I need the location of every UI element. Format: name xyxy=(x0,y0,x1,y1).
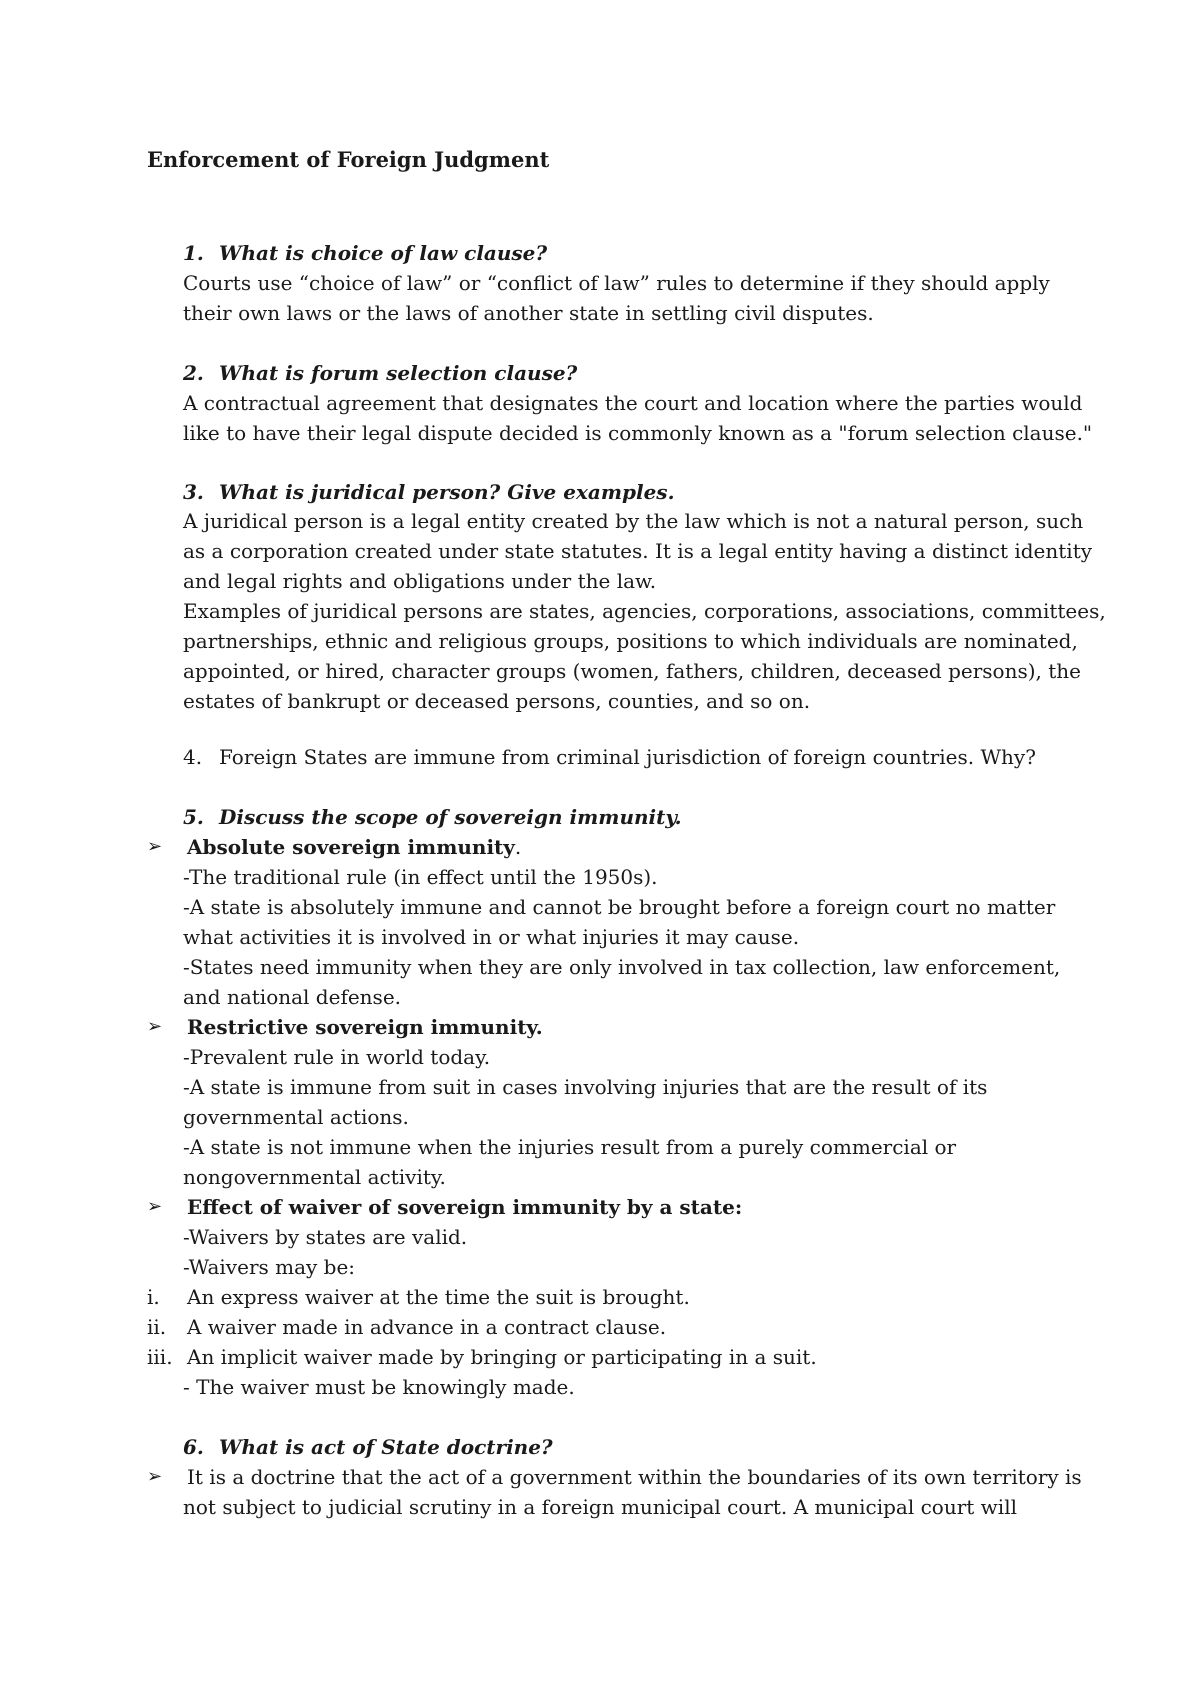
answer-line: estates of bankrupt or deceased persons, counties, and so on. xyxy=(183,689,811,713)
answer-line: appointed, or hired, character groups (women, fathers, children, deceased persons), the xyxy=(183,659,1082,683)
waiver-item xyxy=(147,1342,817,1372)
answer-line: Courts use “choice of law” or “conflict of law” rules to determine if they should apply xyxy=(183,271,1050,295)
body-line: nongovernmental activity. xyxy=(183,1165,446,1189)
body-line: and national defense. xyxy=(183,985,402,1009)
bullet-restrictive-immunity xyxy=(147,1012,543,1042)
answer-line: their own laws or the laws of another state in settling civil disputes. xyxy=(183,301,874,325)
body-line: -Waivers by states are valid. xyxy=(183,1225,468,1249)
body-line: It is a doctrine that the act of a government within the boundaries of its own territory is xyxy=(187,1465,1082,1489)
bullet-absolute-immunity xyxy=(147,832,521,862)
question-text: Discuss the scope of sovereign immunity. xyxy=(219,805,682,829)
answer-line: like to have their legal dispute decided is commonly known as a "forum selection clause." xyxy=(183,421,1093,445)
answer-3 xyxy=(183,506,1106,716)
bullet-period: . xyxy=(514,835,522,859)
question-number: 6. xyxy=(183,1435,204,1459)
waiver-item xyxy=(147,1282,690,1312)
arrow-bullet-icon: ➢ xyxy=(147,836,163,857)
body-line: -A state is absolutely immune and cannot be brought before a foreign court no matter xyxy=(183,895,1056,919)
document-title: Enforcement of Foreign Judgment xyxy=(147,147,550,172)
answer-line: as a corporation created under state statutes. It is a legal entity having a distinct identity xyxy=(183,539,1093,563)
bullet-heading: Absolute sovereign immunity xyxy=(187,835,515,859)
body-line: -Prevalent rule in world today. xyxy=(183,1045,491,1069)
item-text: A waiver made in advance in a contract clause. xyxy=(187,1315,667,1339)
question-3 xyxy=(183,477,675,507)
question-5 xyxy=(183,802,682,832)
answer-line: partnerships, ethnic and religious groups, positions to which individuals are nominated, xyxy=(183,629,1078,653)
question-number: 1. xyxy=(183,241,204,265)
answer-line: Examples of juridical persons are states, agencies, corporations, associations, committees, xyxy=(183,599,1106,623)
answer-2 xyxy=(183,388,1093,448)
question-text: Foreign States are immune from criminal jurisdiction of foreign countries. Why? xyxy=(219,745,1036,769)
restrictive-immunity-text xyxy=(183,1042,1083,1192)
bullet-heading: Effect of waiver of sovereign immunity by a state: xyxy=(187,1195,743,1219)
question-text: What is juridical person? Give examples. xyxy=(219,480,675,504)
body-line: governmental actions. xyxy=(183,1105,409,1129)
body-line: -The traditional rule (in effect until the 1950s). xyxy=(183,865,658,889)
body-line: what activities it is involved in or what injuries it may cause. xyxy=(183,925,800,949)
question-2 xyxy=(183,358,577,388)
answer-line: A juridical person is a legal entity created by the law which is not a natural person, such xyxy=(183,509,1084,533)
body-line: -A state is immune from suit in cases involving injuries that are the result of its xyxy=(183,1075,988,1099)
question-number: 3. xyxy=(183,480,204,504)
body-line: not subject to judicial scrutiny in a foreign municipal court. A municipal court will xyxy=(183,1495,1017,1519)
item-text: An express waiver at the time the suit is brought. xyxy=(187,1285,690,1309)
waiver-item xyxy=(147,1312,666,1342)
answer-1 xyxy=(183,268,1083,328)
question-text: What is forum selection clause? xyxy=(219,361,578,385)
absolute-immunity-text xyxy=(183,862,1083,1012)
question-1 xyxy=(183,238,547,268)
bullet-heading: Restrictive sovereign immunity. xyxy=(187,1015,543,1039)
question-text: What is act of State doctrine? xyxy=(219,1435,553,1459)
question-4 xyxy=(183,742,1036,772)
item-number: iii. xyxy=(147,1345,173,1369)
item-number: i. xyxy=(147,1285,160,1309)
question-text: What is choice of law clause? xyxy=(219,241,548,265)
item-number: ii. xyxy=(147,1315,167,1339)
bullet-act-of-state xyxy=(147,1462,1082,1492)
question-6 xyxy=(183,1432,553,1462)
question-number: 2. xyxy=(183,361,204,385)
item-text: An implicit waiver made by bringing or participating in a suit. xyxy=(187,1345,817,1369)
bullet-waiver xyxy=(147,1192,742,1222)
body-line: -Waivers may be: xyxy=(183,1255,356,1279)
question-number: 5. xyxy=(183,805,204,829)
body-line: -States need immunity when they are only involved in tax collection, law enforcement, xyxy=(183,955,1061,979)
answer-line: A contractual agreement that designates the court and location where the parties would xyxy=(183,391,1083,415)
arrow-bullet-icon: ➢ xyxy=(147,1196,163,1217)
waiver-note: - The waiver must be knowingly made. xyxy=(183,1375,575,1399)
question-number: 4. xyxy=(183,745,203,769)
answer-line: and legal rights and obligations under the law. xyxy=(183,569,657,593)
body-line: -A state is not immune when the injuries result from a purely commercial or xyxy=(183,1135,957,1159)
arrow-bullet-icon: ➢ xyxy=(147,1016,163,1037)
arrow-bullet-icon: ➢ xyxy=(147,1466,163,1487)
